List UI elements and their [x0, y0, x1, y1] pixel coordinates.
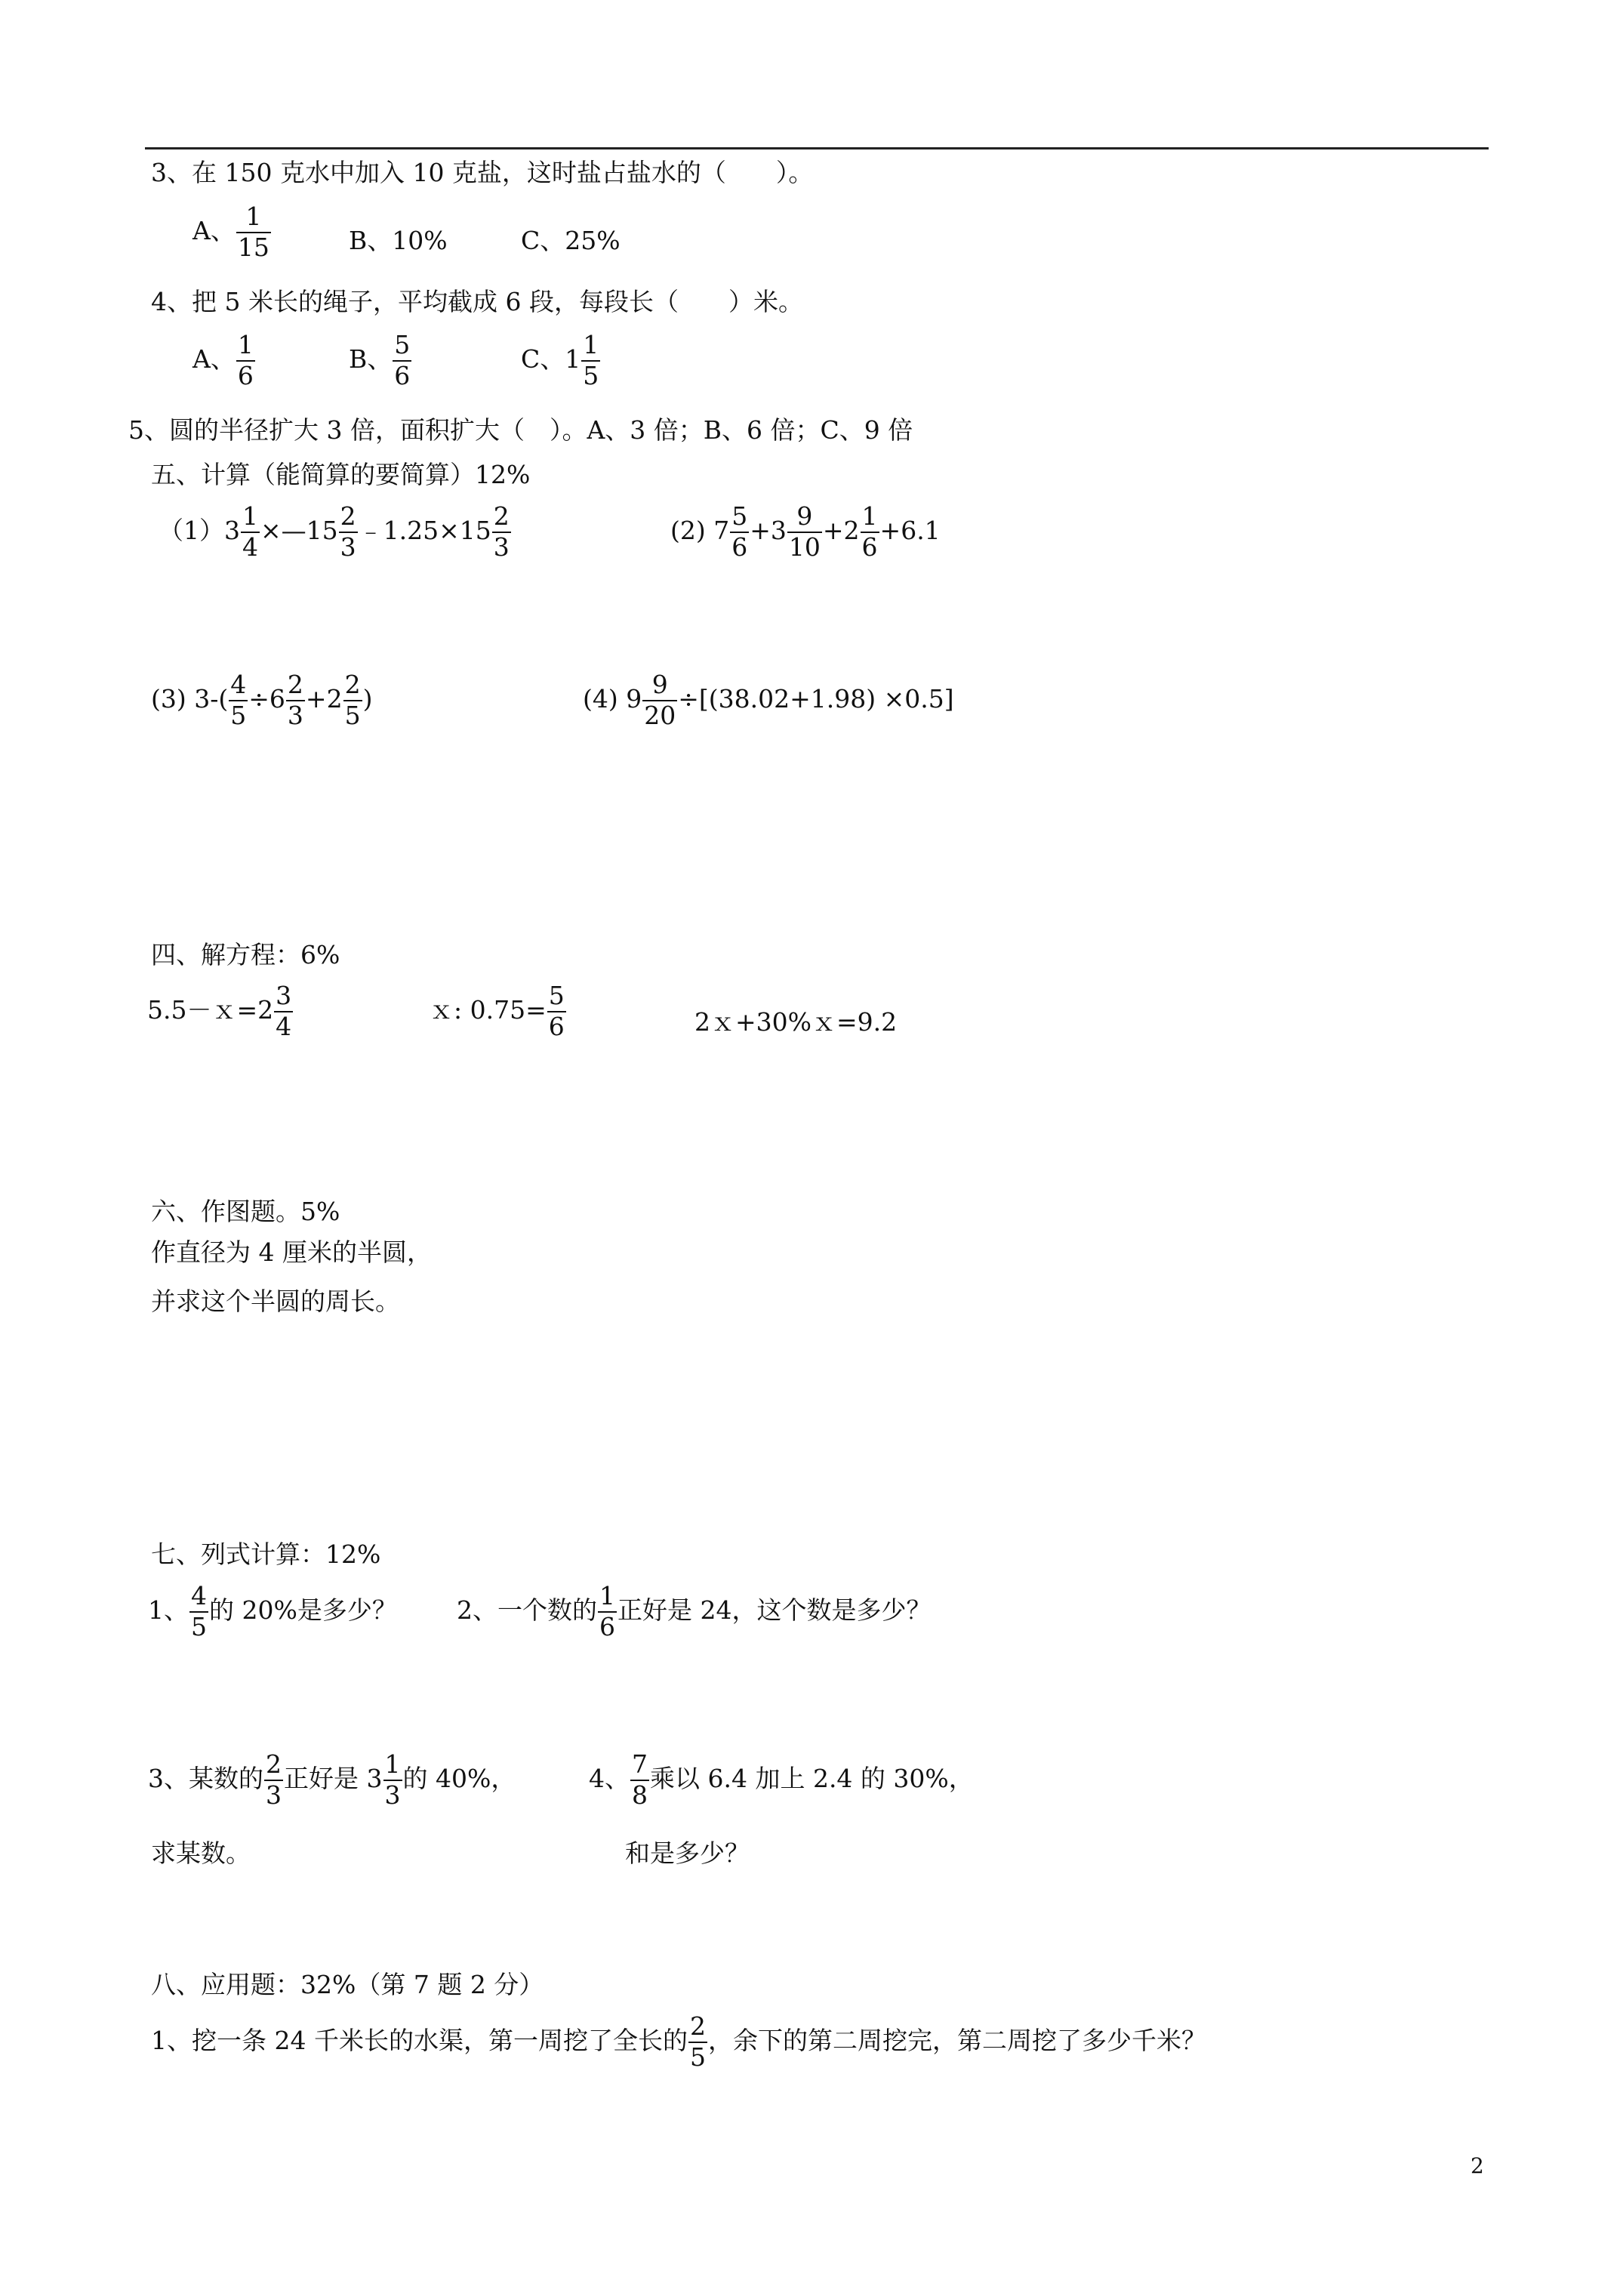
sec5-title: 五、计算（能简算的要简算）12%	[151, 460, 531, 489]
q3-text: 3、在 150 克水中加入 10 克盐，这时盐占盐水的（ ）。	[151, 158, 814, 187]
sec7-question-3: 3、某数的 $\frac{2}{3}$ 正好是 3 $\frac{1}{3}$ 的 40%，	[148, 1749, 516, 1810]
sec6-line-1: 作直径为 4 厘米的半圆，	[151, 1237, 432, 1267]
sec7-question-4: 4、 $\frac{7}{8}$ 乘以 6.4 加上 2.4 的 30%，	[589, 1749, 974, 1810]
sec7-title: 七、列式计算：12%	[151, 1539, 381, 1569]
sec4-title: 四、解方程：6%	[151, 940, 340, 969]
sec5-problem-4: (4) 9 $\frac{9}{20}$ ÷[(38.02+1.98) ×0.5]	[583, 670, 954, 730]
q5-text: 5、圆的半径扩大 3 倍，面积扩大（ ）。A、3 倍；B、6 倍；C、9 倍	[128, 415, 913, 445]
sec6-title: 六、作图题。5%	[151, 1197, 340, 1226]
sec5-problem-2: (2) 7 $\frac{5}{6}$ +3 $\frac{9}{10}$ +2 $\frac{1}{6}$ +6.1	[670, 501, 941, 562]
header-rule	[145, 147, 1489, 149]
sec4-equation-1: 5.5－ｘ=2 $\frac{3}{4}$	[147, 981, 292, 1041]
q4-option-c: C、1 $\frac{1}{5}$	[521, 330, 599, 390]
sec8-question-1: 1、挖一条 24 千米长的水渠，第一周挖了全长的 $\frac{2}{5}$ ，余下的第二周挖完，第二周挖了多少千米？	[151, 2011, 1206, 2072]
q3-option-c: C、25%	[521, 226, 621, 255]
sec7-question-1: 1、 $\frac{4}{5}$ 的 20%是多少？	[148, 1581, 397, 1641]
sec7-question-4-line-2: 和是多少？	[625, 1838, 750, 1868]
sec7-question-3-line-2: 求某数。	[151, 1838, 251, 1868]
sec7-question-2: 2、一个数的 $\frac{1}{6}$ 正好是 24，这个数是多少？	[457, 1581, 932, 1641]
q4-option-b: B、 $\frac{5}{6}$	[349, 330, 411, 390]
sec4-equation-2: ｘ: 0.75= $\frac{5}{6}$	[429, 981, 565, 1041]
q4-option-a: A、 $\frac{1}{6}$	[192, 330, 254, 390]
sec5-problem-1: （1）3 $\frac{1}{4}$ ×—15 $\frac{2}{3}$ ﹣1.25×15 $\frac{2}{3}$	[159, 501, 510, 562]
q4-text: 4、把 5 米长的绳子，平均截成 6 段，每段长（ ）米。	[151, 287, 803, 316]
sec5-problem-3: (3) 3-( $\frac{4}{5}$ ÷6 $\frac{2}{3}$ +2 $\frac{2}{5}$ )	[151, 670, 373, 730]
q3-option-b: B、10%	[349, 226, 448, 255]
sec6-line-2: 并求这个半圆的周长。	[151, 1287, 400, 1316]
sec8-title: 八、应用题：32%（第 7 题 2 分）	[151, 1970, 544, 1999]
q3-option-a: A、 $\frac{1}{15}$	[192, 202, 269, 262]
page-number: 2	[1471, 2153, 1484, 2178]
sec4-equation-3: 2ｘ+30%ｘ=9.2	[694, 1007, 898, 1037]
